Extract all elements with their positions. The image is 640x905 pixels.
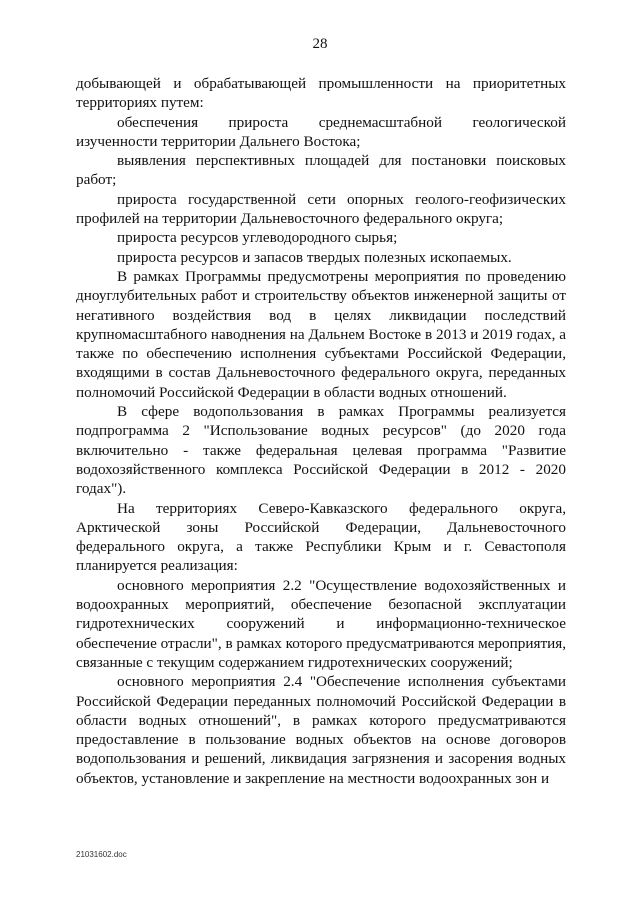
paragraph-3: выявления перспективных площадей для постановки поисковых работ; <box>76 152 566 189</box>
paragraph-6: прироста ресурсов и запасов твердых полезных ископаемых. <box>117 248 512 266</box>
paragraph-10: основного мероприятия 2.2 "Осуществление водохозяйственных и водоохранных мероприятий, обеспечение безопасной эксплуатации гидротехнических сооружений и информационно-техническое обеспечение отрасли", в рамках которого предусматриваются мероприятия, связанные с текущим содержанием гидротехнических сооружений; <box>76 576 566 671</box>
document-body <box>76 74 566 788</box>
paragraph-5: прироста ресурсов углеводородного сырья; <box>117 229 398 247</box>
paragraph-9: На территориях Северо-Кавказского федерального округа, Арктической зоны Российской Федерации, Дальневосточного федерального округа, а также Республики Крым и г. Севастополя планируется реализация: <box>76 499 566 575</box>
paragraph-4: прироста государственной сети опорных геолого-геофизических профилей на территории Дальневосточного федерального округа; <box>76 190 566 228</box>
paragraph-2: обеспечения прироста среднемасштабной геологической изученности территории Дальнего Востока; <box>76 113 566 150</box>
paragraph-8: В сфере водопользования в рамках Программы реализуется подпрограмма 2 "Использование водных ресурсов" (до 2020 года включительно - также федеральная целевая программа "Развитие водохозяйственного комплекса Российской Федерации в 2012 - 2020 годах"). <box>76 403 566 498</box>
page-number: 28 <box>312 36 328 52</box>
paragraph-7: В рамках Программы предусмотрены мероприятия по проведению дноуглубительных работ и строительству объектов инженерной защиты от негативного воздействия вод в целях ликвидации последствий крупномасштабного наводнения на Дальнем Востоке в 2013 и 2019 годах, а также по обеспечению исполнения субъектами Российской Федерации, входящими в состав Дальневосточного федерального округа, переданных полномочий Российской Федерации в области водных отношений. <box>76 267 566 401</box>
paragraph-1: добывающей и обрабатывающей промышленности на приоритетных территориях путем: <box>76 75 566 112</box>
paragraph-11: основного мероприятия 2.4 "Обеспечение исполнения субъектами Российской Федерации переданных полномочий Российской Федерации в области водных отношений", в рамках которого предусматриваются предоставление в пользование водных объектов на основе договоров водопользования и решений, ликвидация загрязнения и засорения водных объектов, установление и закрепление на местности водоохранных зон и <box>76 673 566 787</box>
footer-filename: 21031602.doc <box>76 850 127 859</box>
